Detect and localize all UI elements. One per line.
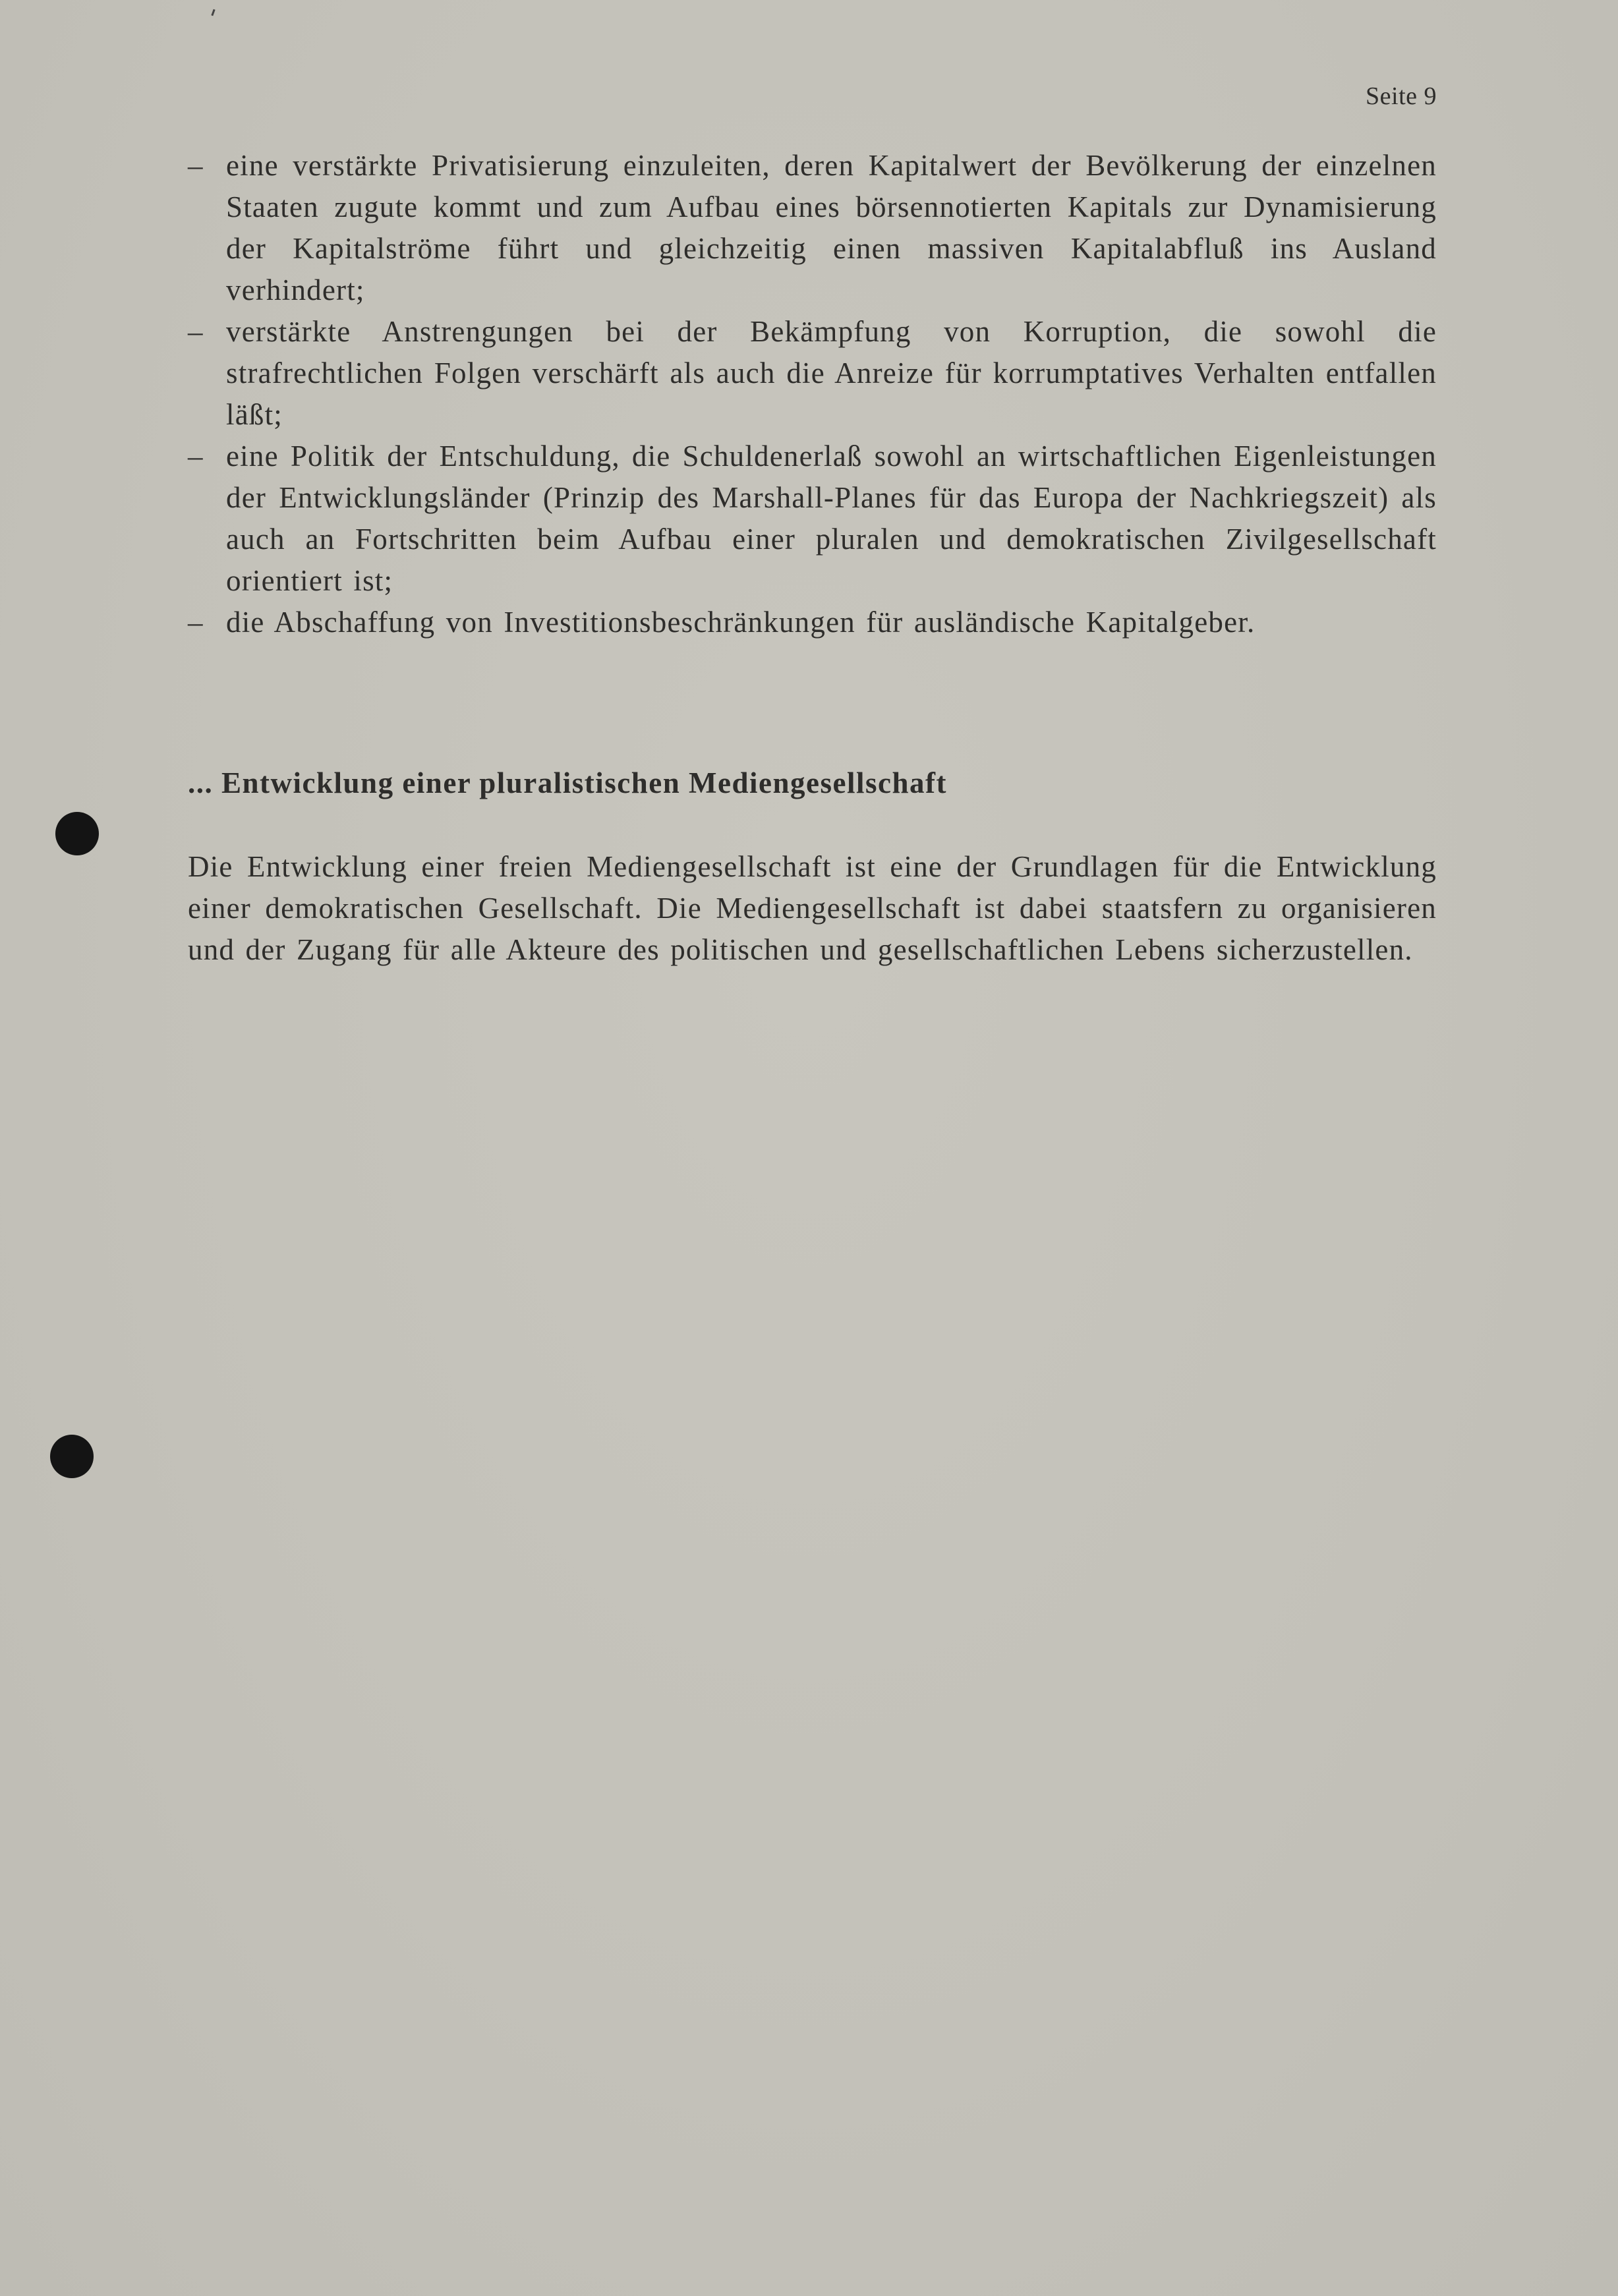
list-item-text: eine Politik der Entschuldung, die Schuldenerlaß sowohl an wirtschaftlichen Eigenleistungen der Entwicklungsländer (Prinzip des Marshall-Planes für das Europa der Nachkriegszeit) als auch an Fortschritten beim Aufbau einer pluralen und demokratischen Zivilgesellschaft orientiert ist; (226, 440, 1437, 597)
list-item-text: die Abschaffung von Investitionsbeschränkungen für ausländische Kapitalgeber. (226, 606, 1256, 639)
dash-marker: – (188, 149, 204, 182)
dash-marker: – (188, 440, 204, 473)
punch-hole-bottom (50, 1435, 94, 1478)
stray-mark (211, 9, 215, 16)
punch-hole-top (55, 812, 99, 855)
section-body: Die Entwicklung einer freien Mediengesellschaft ist eine der Grundlagen für die Entwicklung einer demokratischen Gesellschaft. Die Mediengesellschaft ist dabei staatsfern zu organisieren und der Zugang für alle Akteure des politischen und gesellschaftlichen Lebens sicherzustellen. (188, 850, 1437, 966)
page-number: Seite 9 (1366, 82, 1437, 110)
list-item (188, 602, 1437, 643)
list-item-text: eine verstärkte Privatisierung einzuleiten, deren Kapitalwert der Bevölkerung der einzelnen Staaten zugute kommt und zum Aufbau eines börsennotierten Kapitals zur Dynamisierung der Kapitalströme führt und gleichzeitig einen massiven Kapitalabfluß ins Ausland verhindert; (226, 149, 1437, 306)
list-item (188, 436, 1437, 602)
section-heading: ... Entwicklung einer pluralistischen Mediengesellschaft (188, 766, 947, 799)
list-item-text: verstärkte Anstrengungen bei der Bekämpfung von Korruption, die sowohl die strafrechtlichen Folgen verschärft als auch die Anreize für korrumptatives Verhalten entfallen läßt; (226, 315, 1437, 431)
list-item (188, 311, 1437, 436)
dash-marker: – (188, 606, 204, 639)
bullet-list (188, 145, 1437, 643)
list-item (188, 145, 1437, 311)
dash-marker: – (188, 315, 204, 348)
